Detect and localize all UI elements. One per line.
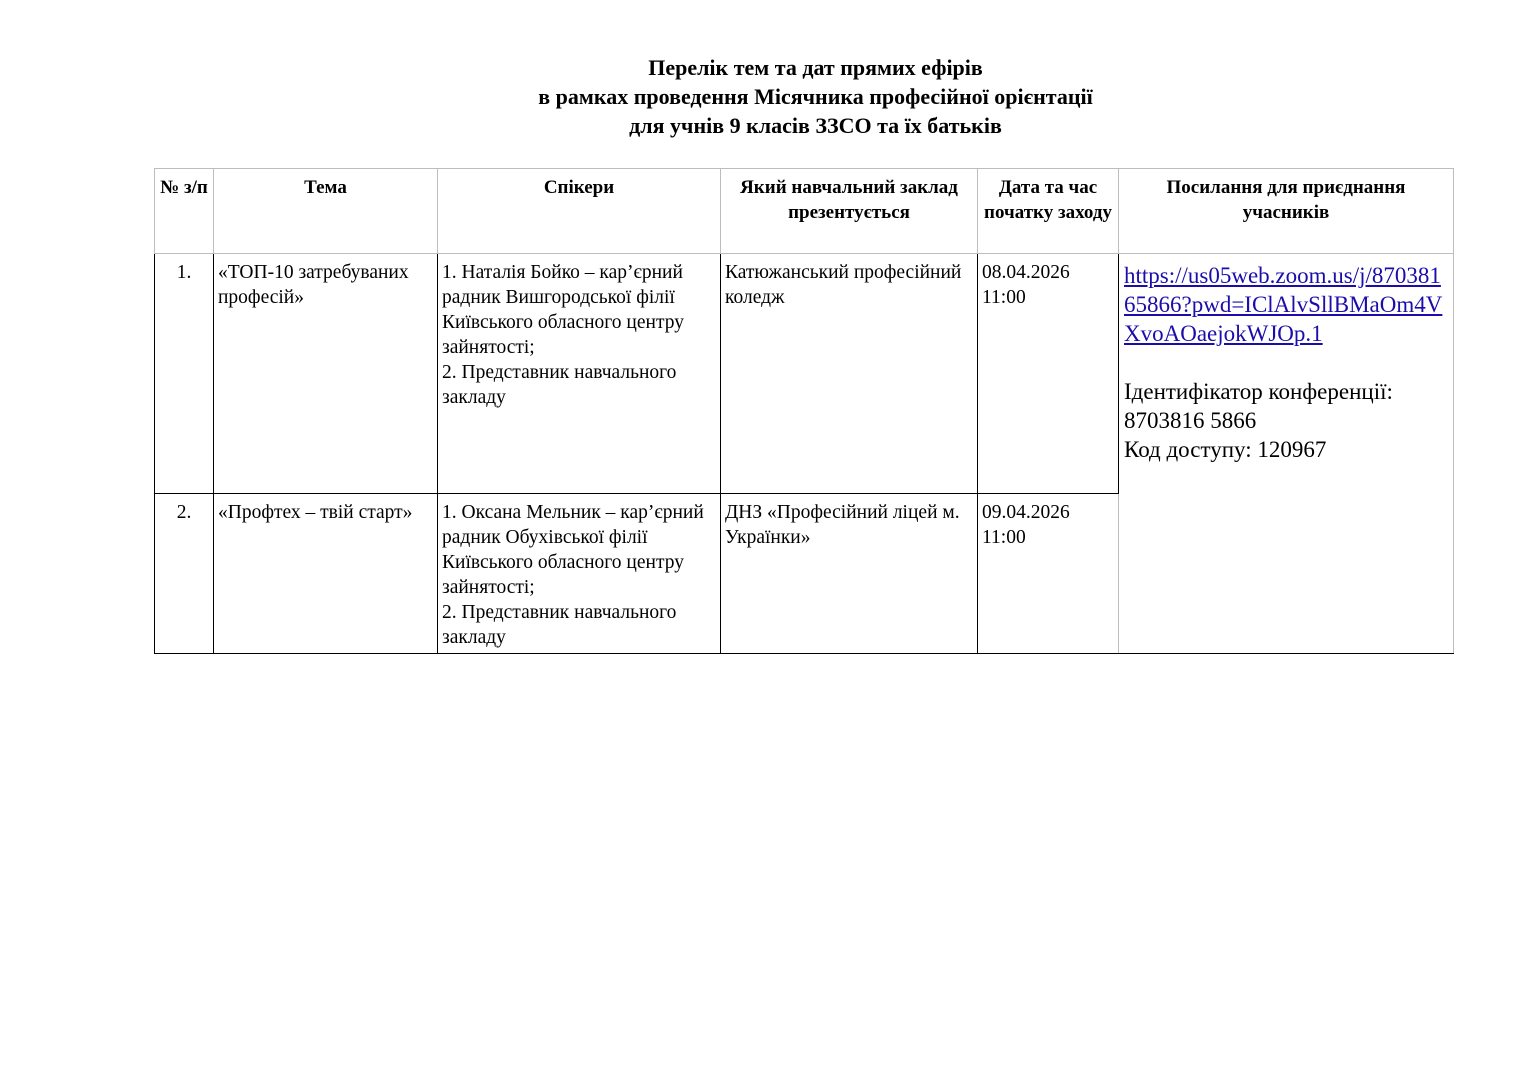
row-speakers: [438, 494, 721, 654]
table-header-row: [155, 169, 1454, 254]
row-topic: «ТОП-10 затребуваних професій»: [214, 254, 438, 494]
row-number: 1.: [155, 254, 214, 494]
schedule-table: [154, 168, 1454, 654]
row-date: 08.04.2026: [982, 262, 1070, 283]
row-time: 11:00: [982, 527, 1026, 548]
row-date: 09.04.2026: [982, 502, 1070, 523]
header-institution: Який навчальний заклад презентується: [721, 169, 978, 254]
join-link-cell: [1119, 254, 1454, 654]
speaker-1: 1. Оксана Мельник – кар’єрний радник Обухівської філії Київського обласного центру зайнятості;: [442, 502, 704, 598]
title-line-1: Перелік тем та дат прямих ефірів: [648, 55, 983, 80]
row-speakers: [438, 254, 721, 494]
speaker-2: 2. Представник навчального закладу: [442, 602, 677, 648]
zoom-link[interactable]: https://us05web.zoom.us/j/87038165866?pwd=IClAlvSllBMaOm4VXvoAOaejokWJOp.1: [1124, 263, 1443, 346]
header-topic: Тема: [214, 169, 438, 254]
row-number: 2.: [155, 494, 214, 654]
row-topic: «Профтех – твій старт»: [214, 494, 438, 654]
header-datetime: Дата та час початку заходу: [978, 169, 1119, 254]
title-line-3: для учнів 9 класів ЗЗСО та їх батьків: [629, 113, 1002, 138]
conference-id: 8703816 5866: [1124, 408, 1257, 433]
table-row: [155, 254, 1454, 494]
document-title: [0, 53, 1527, 140]
header-speakers: Спікери: [438, 169, 721, 254]
speaker-2: 2. Представник навчального закладу: [442, 362, 677, 408]
row-time: 11:00: [982, 287, 1026, 308]
row-institution: Катюжанський професійний коледж: [721, 254, 978, 494]
row-datetime: [978, 254, 1119, 494]
conference-id-label: Ідентифікатор конференції:: [1124, 379, 1393, 404]
header-num: № з/п: [155, 169, 214, 254]
header-link: Посилання для приєднання учасників: [1119, 169, 1454, 254]
access-code: Код доступу: 120967: [1124, 437, 1327, 462]
speaker-1: 1. Наталія Бойко – кар’єрний радник Вишгородської філії Київського обласного центру зайнятості;: [442, 262, 684, 358]
title-line-2: в рамках проведення Місячника професійної орієнтації: [538, 84, 1093, 109]
row-institution: ДНЗ «Професійний ліцей м. Українки»: [721, 494, 978, 654]
row-datetime: [978, 494, 1119, 654]
